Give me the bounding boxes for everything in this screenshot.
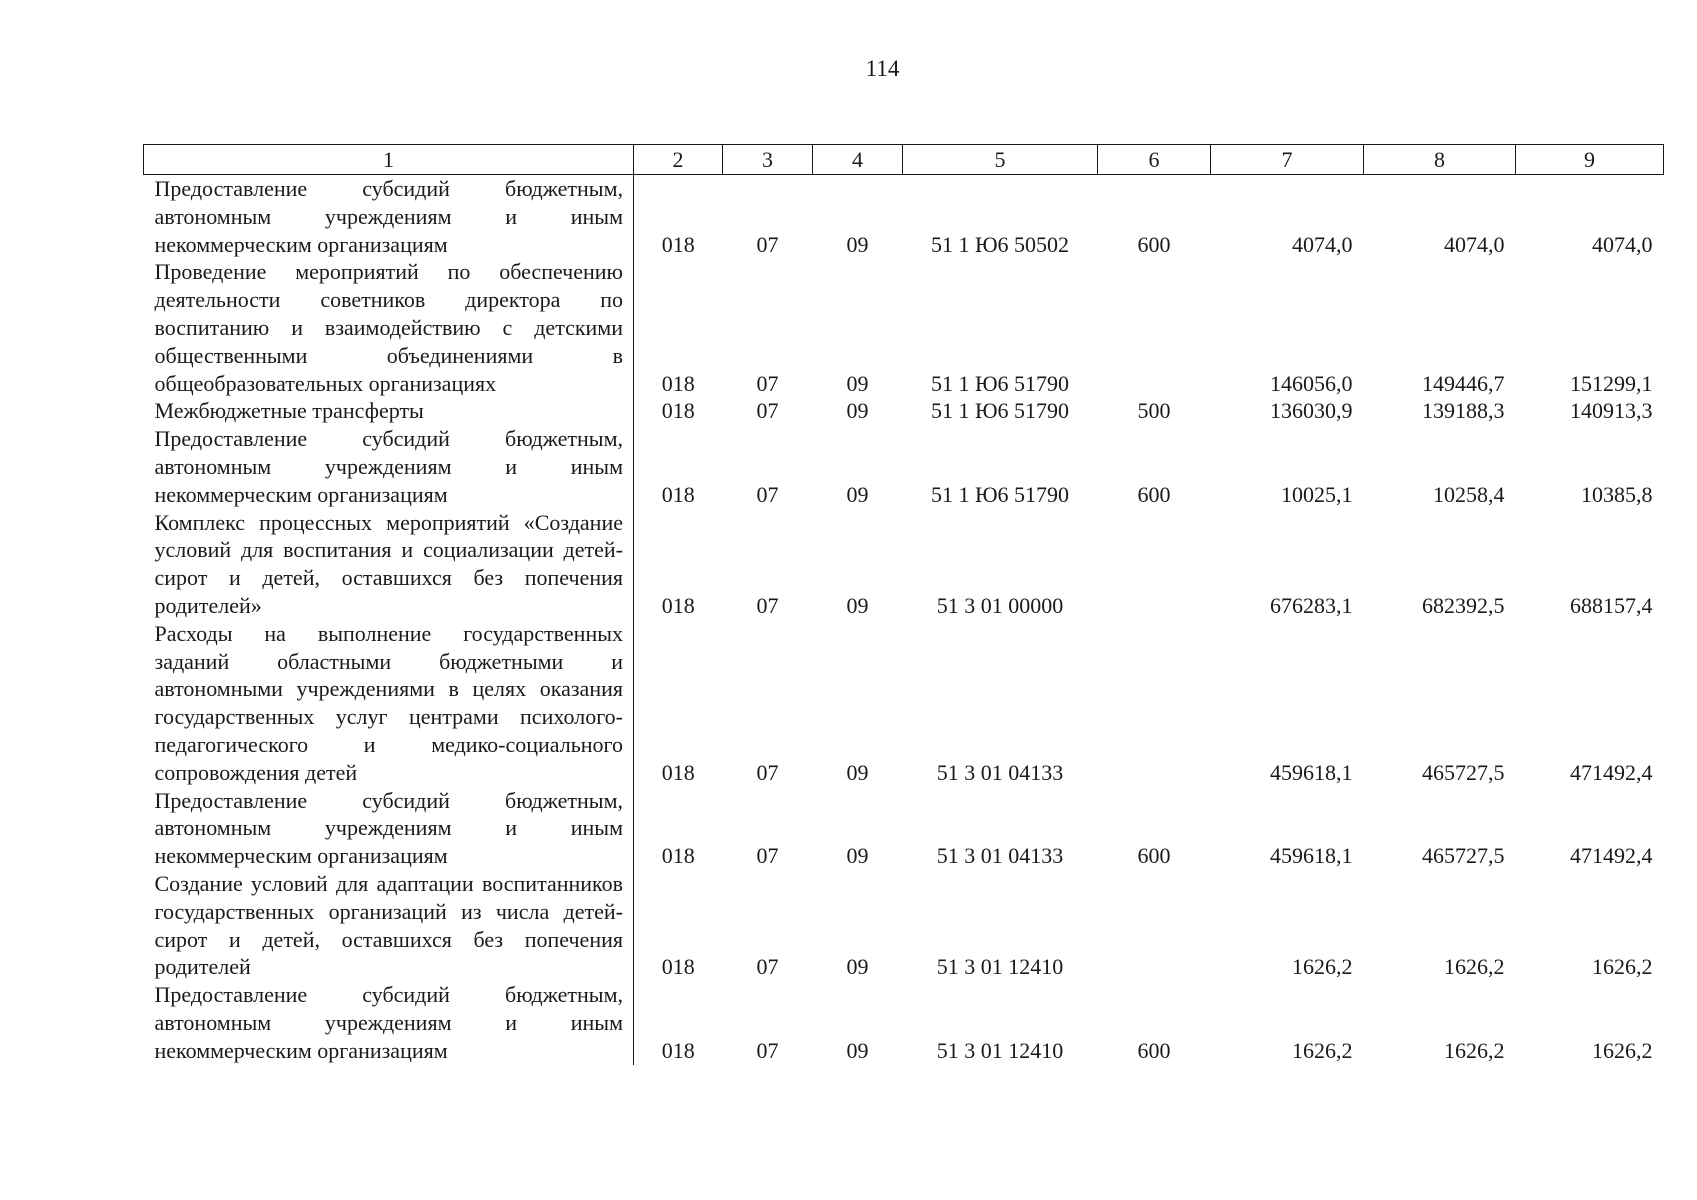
cell-amount-year-3: 1626,2: [1592, 954, 1653, 980]
table-row: [144, 870, 1664, 981]
row-name: Расходы на выполнение государственных заданий областными бюджетными и автономными учреждениями в целях оказания государственных услуг центрами психолого-педагогического и медико-социального сопровождения детей: [144, 620, 634, 787]
cell-subsection-code: 09: [846, 481, 869, 507]
cell-amount-year-1: 136030,9: [1270, 398, 1353, 424]
table-row: [144, 425, 1664, 508]
cell-amount-year-1: 676283,1: [1270, 592, 1353, 618]
column-header-6: 6: [1098, 145, 1211, 175]
cell-subsection-code: 09: [846, 592, 869, 618]
column-header-7: 7: [1211, 145, 1364, 175]
table-row: [144, 981, 1664, 1064]
cell-amount-year-1: 10025,1: [1281, 481, 1353, 507]
cell-ministry-code: 018: [661, 231, 695, 257]
cell-amount-year-2: 10258,4: [1433, 481, 1505, 507]
column-header-5: 5: [903, 145, 1098, 175]
cell-amount-year-1: 146056,0: [1270, 370, 1353, 396]
cell-subsection-code: 09: [846, 231, 869, 257]
cell-target-article: 51 1 Ю6 51790: [930, 370, 1070, 396]
cell-amount-year-3: 471492,4: [1570, 759, 1653, 785]
cell-amount-year-3: 151299,1: [1570, 370, 1653, 396]
cell-amount-year-2: 149446,7: [1422, 370, 1505, 396]
cell-subsection-code: 09: [846, 398, 869, 424]
column-header-8: 8: [1364, 145, 1516, 175]
row-name: Предоставление субсидий бюджетным, автономным учреждениям и иным некоммерческим организациям: [144, 425, 634, 508]
cell-target-article: 51 1 Ю6 50502: [930, 231, 1070, 257]
cell-section-code: 07: [756, 843, 779, 869]
cell-target-article: 51 1 Ю6 51790: [930, 481, 1070, 507]
cell-expense-type: [1098, 620, 1211, 787]
cell-amount-year-1: 459618,1: [1270, 843, 1353, 869]
table-row: [144, 175, 1664, 259]
cell-subsection-code: 09: [846, 954, 869, 980]
cell-ministry-code: 018: [661, 592, 695, 618]
cell-amount-year-3: 140913,3: [1570, 398, 1653, 424]
cell-amount-year-2: 139188,3: [1422, 398, 1505, 424]
cell-amount-year-3: 10385,8: [1581, 481, 1653, 507]
cell-amount-year-3: 1626,2: [1592, 1037, 1653, 1063]
cell-target-article: 51 3 01 12410: [936, 1037, 1064, 1063]
cell-ministry-code: 018: [661, 843, 695, 869]
cell-section-code: 07: [756, 231, 779, 257]
cell-target-article: 51 1 Ю6 51790: [930, 398, 1070, 424]
row-name: Предоставление субсидий бюджетным, автономным учреждениям и иным некоммерческим организациям: [144, 175, 634, 259]
cell-ministry-code: 018: [661, 954, 695, 980]
cell-expense-type: 600: [1137, 231, 1171, 257]
column-header-2: 2: [634, 145, 723, 175]
cell-ministry-code: 018: [661, 1037, 695, 1063]
cell-target-article: 51 3 01 04133: [936, 843, 1064, 869]
cell-target-article: 51 3 01 00000: [936, 592, 1064, 618]
cell-section-code: 07: [756, 954, 779, 980]
table-body: [144, 175, 1664, 1065]
cell-target-article: 51 3 01 04133: [936, 759, 1064, 785]
table-row: [144, 509, 1664, 620]
cell-expense-type: 500: [1137, 398, 1171, 424]
cell-amount-year-2: 4074,0: [1444, 231, 1505, 257]
cell-subsection-code: 09: [846, 759, 869, 785]
budget-table: [143, 144, 1664, 1065]
cell-target-article: 51 3 01 12410: [936, 954, 1064, 980]
cell-amount-year-1: 1626,2: [1292, 1037, 1353, 1063]
cell-section-code: 07: [756, 481, 779, 507]
table-row: [144, 397, 1664, 425]
cell-amount-year-2: 465727,5: [1422, 759, 1505, 785]
cell-ministry-code: 018: [661, 370, 695, 396]
cell-amount-year-3: 4074,0: [1592, 231, 1653, 257]
cell-section-code: 07: [756, 592, 779, 618]
cell-amount-year-2: 1626,2: [1444, 954, 1505, 980]
cell-section-code: 07: [756, 370, 779, 396]
row-name: Межбюджетные трансферты: [144, 397, 634, 425]
cell-amount-year-3: 471492,4: [1570, 843, 1653, 869]
column-header-9: 9: [1516, 145, 1664, 175]
cell-ministry-code: 018: [661, 759, 695, 785]
cell-expense-type: 600: [1137, 481, 1171, 507]
cell-expense-type: 600: [1137, 843, 1171, 869]
cell-ministry-code: 018: [661, 398, 695, 424]
cell-expense-type: 600: [1137, 1037, 1171, 1063]
row-name: Предоставление субсидий бюджетным, автономным учреждениям и иным некоммерческим организациям: [144, 787, 634, 870]
column-header-4: 4: [813, 145, 903, 175]
header-row: [144, 145, 1664, 175]
cell-amount-year-1: 4074,0: [1292, 231, 1353, 257]
table-row: [144, 258, 1664, 397]
column-header-1: 1: [144, 145, 634, 175]
cell-amount-year-1: 1626,2: [1292, 954, 1353, 980]
cell-amount-year-3: 688157,4: [1570, 592, 1653, 618]
cell-subsection-code: 09: [846, 1037, 869, 1063]
cell-amount-year-2: 465727,5: [1422, 843, 1505, 869]
table-header: [144, 145, 1664, 175]
cell-subsection-code: 09: [846, 843, 869, 869]
cell-subsection-code: 09: [846, 370, 869, 396]
cell-section-code: 07: [756, 1037, 779, 1063]
cell-expense-type: [1098, 509, 1211, 620]
table-row: [144, 787, 1664, 870]
cell-expense-type: [1098, 870, 1211, 981]
cell-ministry-code: 018: [661, 481, 695, 507]
row-name: Предоставление субсидий бюджетным, автономным учреждениям и иным некоммерческим организациям: [144, 981, 634, 1064]
row-name: Проведение мероприятий по обеспечению деятельности советников директора по воспитанию и взаимодействию с детскими общественными объединениями в общеобразовательных организациях: [144, 258, 634, 397]
cell-expense-type: [1098, 258, 1211, 397]
cell-amount-year-2: 1626,2: [1444, 1037, 1505, 1063]
page-number: 114: [865, 56, 900, 81]
row-name: Создание условий для адаптации воспитанников государственных организаций из числа детей-сирот и детей, оставшихся без попечения родителей: [144, 870, 634, 981]
cell-amount-year-2: 682392,5: [1422, 592, 1505, 618]
cell-section-code: 07: [756, 759, 779, 785]
cell-section-code: 07: [756, 398, 779, 424]
column-header-3: 3: [723, 145, 813, 175]
row-name: Комплекс процессных мероприятий «Создание условий для воспитания и социализации детей-сирот и детей, оставшихся без попечения родителей»: [144, 509, 634, 620]
table-row: [144, 620, 1664, 787]
cell-amount-year-1: 459618,1: [1270, 759, 1353, 785]
